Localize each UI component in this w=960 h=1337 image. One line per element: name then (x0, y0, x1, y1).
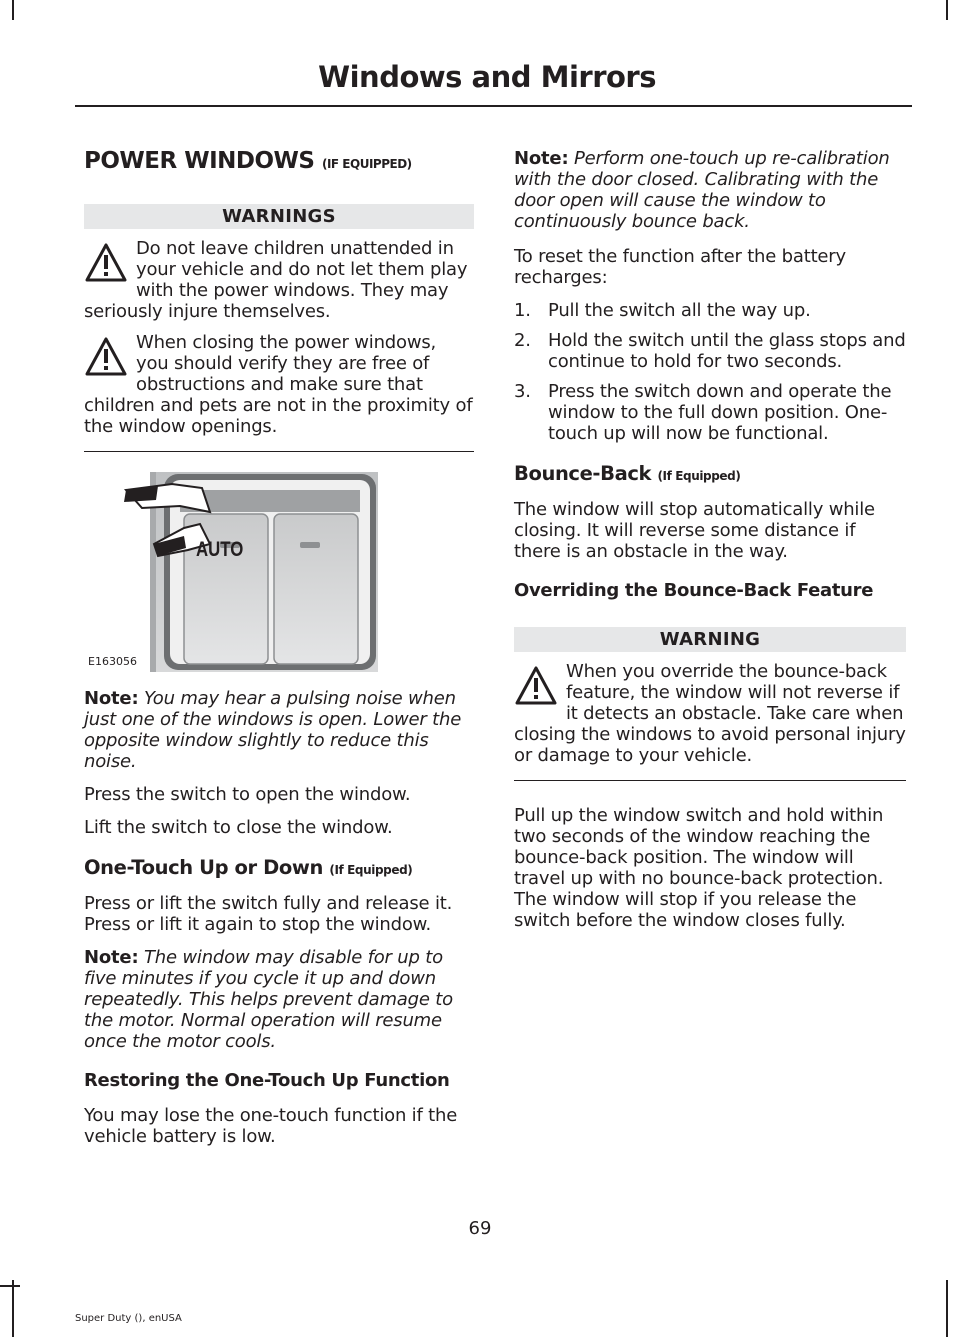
section-title-suffix: (IF EQUIPPED) (321, 157, 412, 171)
note (84, 688, 474, 772)
subsection-title-text: Bounce-Back (514, 462, 652, 485)
warning-heading: WARNING (514, 627, 906, 652)
warning-triangle-icon (84, 336, 128, 378)
note-label: Note: (84, 947, 139, 968)
step-text: Pull the switch all the way up. (548, 300, 811, 321)
section-title (84, 148, 474, 174)
subsection-title (514, 462, 906, 485)
step-number: 3. (514, 381, 531, 402)
warning-item (514, 661, 906, 766)
page-header-title: Windows and Mirrors (318, 60, 656, 94)
list-item (514, 381, 906, 444)
warning-triangle-icon (514, 665, 558, 707)
figure-id: E163056 (88, 655, 137, 668)
note-label: Note: (84, 688, 139, 709)
paragraph: You may lose the one-touch function if the vehicle battery is low. (84, 1105, 458, 1147)
warning-text: Do not leave children unattended in your vehicle and do not let them play with the power windows. They may seriously injure themselves. (84, 238, 468, 322)
subsection-title-suffix: (If Equipped) (657, 469, 741, 483)
note-text: Perform one-touch up re-calibration with the door closed. Calibrating with the door open will cause the window to continuously bounce back. (514, 148, 890, 232)
paragraph: To reset the function after the battery recharges: (514, 246, 846, 288)
warning-text: When you override the bounce-back feature, the window will not reverse if it detects an obstacle. Take care when closing the windows to avoid personal injury or damage to your vehicle. (514, 661, 906, 766)
note (84, 947, 474, 1052)
paragraph: Press the switch to open the window. (84, 784, 411, 805)
step-number: 2. (514, 330, 531, 351)
subsection-title-text: One-Touch Up or Down (84, 856, 323, 879)
window-switch-illustration (84, 472, 474, 672)
crop-mark (946, 1280, 948, 1337)
left-column (84, 148, 474, 1159)
list-item (514, 330, 906, 372)
section-title-text: POWER WINDOWS (84, 148, 315, 174)
subsection-title: Overriding the Bounce-Back Feature (514, 580, 874, 601)
paragraph: Press or lift the switch fully and release it. Press or lift it again to stop the window. (84, 893, 453, 935)
subsection-title (84, 856, 474, 879)
page-number: 69 (468, 1218, 492, 1239)
crop-mark (12, 0, 14, 20)
warning-item (84, 238, 474, 322)
header-rule (75, 105, 912, 107)
crop-mark (0, 1285, 20, 1287)
note-text: The window may disable for up to five minutes if you cycle it up and down repeatedly. This helps prevent damage to the motor. Normal operation will resume once the motor cools. (84, 947, 453, 1052)
warnings-box (84, 204, 474, 452)
warning-item (84, 332, 474, 437)
auto-label: AUTO (196, 538, 244, 561)
step-text: Hold the switch until the glass stops and continue to hold for two seconds. (548, 330, 906, 372)
note-text: You may hear a pulsing noise when just one of the windows is open. Lower the opposite window slightly to reduce this noise. (84, 688, 462, 772)
note-label: Note: (514, 148, 569, 169)
window-switch-figure (84, 472, 474, 672)
right-column (514, 148, 906, 943)
list-item (514, 300, 906, 321)
crop-mark (12, 1280, 14, 1337)
warning-text: When closing the power windows, you should verify they are free of obstructions and make sure that children and pets are not in the proximity of the window openings. (84, 332, 473, 437)
subsection-title-suffix: (If Equipped) (329, 863, 413, 877)
steps-list (514, 300, 906, 444)
footer-text: Super Duty (), enUSA (75, 1313, 182, 1324)
note (514, 148, 906, 232)
step-text: Press the switch down and operate the window to the full down position. One-touch up will now be functional. (548, 381, 892, 444)
crop-mark (946, 0, 948, 20)
step-number: 1. (514, 300, 531, 321)
warnings-heading: WARNINGS (84, 204, 474, 229)
warning-triangle-icon (84, 242, 128, 284)
warning-box (514, 627, 906, 781)
subsection-title: Restoring the One-Touch Up Function (84, 1070, 450, 1091)
paragraph: Pull up the window switch and hold within two seconds of the window reaching the bounce-back position. The window will travel up with no bounce-back protection. The window will stop if you release the switch before the window closes fully. (514, 805, 884, 931)
paragraph: The window will stop automatically while closing. It will reverse some distance if there is an obstacle in the way. (514, 499, 875, 562)
paragraph: Lift the switch to close the window. (84, 817, 393, 838)
